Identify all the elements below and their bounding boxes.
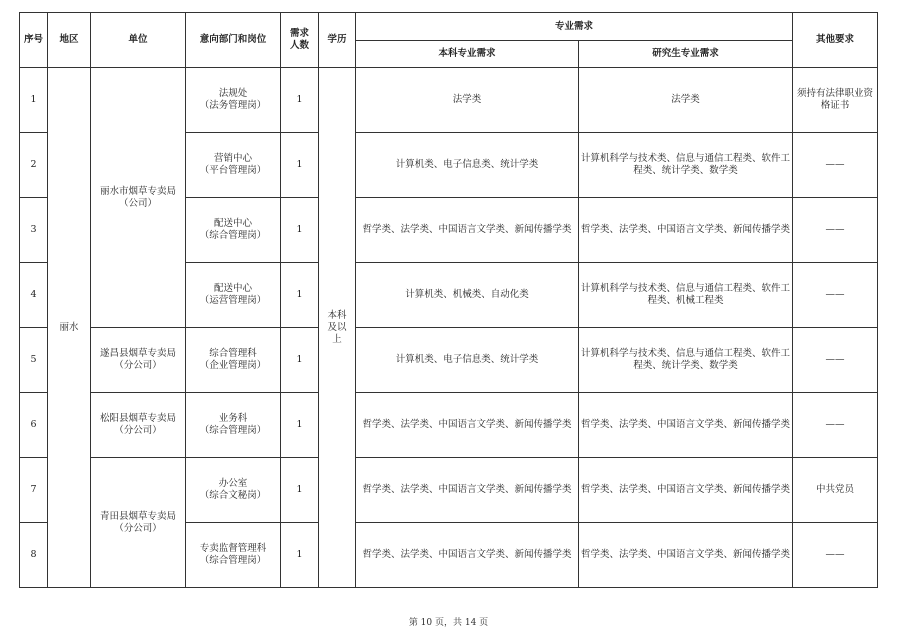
header-edu: 学历 <box>319 13 356 68</box>
header-major-postgrad: 研究生专业需求 <box>579 41 793 68</box>
header-dept: 意向部门和岗位 <box>186 13 281 68</box>
dept-post: （综合文秘岗） <box>199 490 267 501</box>
major-ug-cell: 哲学类、法学类、中国语言文学类、新闻传播学类 <box>356 393 579 458</box>
row-seq: 4 <box>20 263 48 328</box>
dept-name: 配送中心 <box>213 283 252 294</box>
dept-post: （综合管理岗） <box>199 555 267 566</box>
major-ug-cell: 计算机类、电子信息类、统计学类 <box>356 328 579 393</box>
count-cell: 1 <box>281 393 319 458</box>
major-ug-cell: 计算机类、电子信息类、统计学类 <box>356 133 579 198</box>
other-cell: —— <box>793 198 878 263</box>
major-pg-cell: 法学类 <box>579 68 793 133</box>
major-ug-cell: 计算机类、机械类、自动化类 <box>356 263 579 328</box>
dept-post: （综合管理岗） <box>199 425 267 436</box>
major-pg-cell: 哲学类、法学类、中国语言文学类、新闻传播学类 <box>579 523 793 588</box>
dept-name: 业务科 <box>218 413 248 424</box>
other-cell: —— <box>793 263 878 328</box>
table-row <box>20 68 878 133</box>
row-seq: 6 <box>20 393 48 458</box>
header-region: 地区 <box>48 13 91 68</box>
header-major: 专业需求 <box>356 13 793 41</box>
major-pg-cell: 计算机科学与技术类、信息与通信工程类、软件工程类、统计学类、数学类 <box>579 133 793 198</box>
dept-post: （法务管理岗） <box>199 100 267 111</box>
count-cell: 1 <box>281 458 319 523</box>
dept-post: （综合管理岗） <box>199 230 267 241</box>
row-seq: 7 <box>20 458 48 523</box>
unit-cell: 遂昌县烟草专卖局（分公司） <box>91 328 186 393</box>
major-ug-cell: 哲学类、法学类、中国语言文学类、新闻传播学类 <box>356 523 579 588</box>
row-seq: 1 <box>20 68 48 133</box>
other-cell: 中共党员 <box>793 458 878 523</box>
dept-name: 办公室 <box>218 478 248 489</box>
other-cell: —— <box>793 393 878 458</box>
dept-post: （企业管理岗） <box>199 360 267 371</box>
major-ug-cell: 法学类 <box>356 68 579 133</box>
dept-name: 综合管理科 <box>209 348 257 359</box>
dept-name: 法规处 <box>218 88 248 99</box>
header-major-undergrad: 本科专业需求 <box>356 41 579 68</box>
count-cell: 1 <box>281 68 319 133</box>
dept-name: 配送中心 <box>213 218 252 229</box>
major-ug-cell: 哲学类、法学类、中国语言文学类、新闻传播学类 <box>356 458 579 523</box>
dept-post: （运营管理岗） <box>199 295 267 306</box>
dept-name: 营销中心 <box>213 153 252 164</box>
other-cell: —— <box>793 133 878 198</box>
other-cell: 须持有法律职业资格证书 <box>793 68 878 133</box>
table-row <box>20 328 878 393</box>
dept-name: 专卖监督管理科 <box>199 543 267 554</box>
count-cell: 1 <box>281 523 319 588</box>
dept-cell <box>186 263 281 328</box>
dept-cell <box>186 393 281 458</box>
header-seq: 序号 <box>20 13 48 68</box>
major-pg-cell: 哲学类、法学类、中国语言文学类、新闻传播学类 <box>579 393 793 458</box>
major-ug-cell: 哲学类、法学类、中国语言文学类、新闻传播学类 <box>356 198 579 263</box>
row-seq: 2 <box>20 133 48 198</box>
table-row <box>20 393 878 458</box>
count-cell: 1 <box>281 263 319 328</box>
unit-cell: 松阳县烟草专卖局（分公司） <box>91 393 186 458</box>
dept-cell <box>186 68 281 133</box>
page-footer: 第 10 页，共 14 页 <box>408 618 489 628</box>
header-other: 其他要求 <box>793 13 878 68</box>
education-cell: 本科及以上 <box>319 68 356 588</box>
major-pg-cell: 计算机科学与技术类、信息与通信工程类、软件工程类、统计学类、数学类 <box>579 328 793 393</box>
count-cell: 1 <box>281 133 319 198</box>
header-unit: 单位 <box>91 13 186 68</box>
dept-cell <box>186 133 281 198</box>
unit-cell: 丽水市烟草专卖局（公司） <box>91 68 186 328</box>
dept-cell <box>186 328 281 393</box>
major-pg-cell: 计算机科学与技术类、信息与通信工程类、软件工程类、机械工程类 <box>579 263 793 328</box>
row-seq: 5 <box>20 328 48 393</box>
other-cell: —— <box>793 328 878 393</box>
count-cell: 1 <box>281 328 319 393</box>
unit-cell: 青田县烟草专卖局（分公司） <box>91 458 186 588</box>
table-row <box>20 458 878 523</box>
dept-post: （平台管理岗） <box>199 165 267 176</box>
count-cell: 1 <box>281 198 319 263</box>
dept-cell <box>186 523 281 588</box>
major-pg-cell: 哲学类、法学类、中国语言文学类、新闻传播学类 <box>579 198 793 263</box>
dept-cell <box>186 458 281 523</box>
dept-cell <box>186 198 281 263</box>
other-cell: —— <box>793 523 878 588</box>
header-count: 需求人数 <box>281 13 319 68</box>
recruitment-table <box>19 12 878 588</box>
row-seq: 8 <box>20 523 48 588</box>
major-pg-cell: 哲学类、法学类、中国语言文学类、新闻传播学类 <box>579 458 793 523</box>
region-cell: 丽水 <box>48 68 91 588</box>
row-seq: 3 <box>20 198 48 263</box>
